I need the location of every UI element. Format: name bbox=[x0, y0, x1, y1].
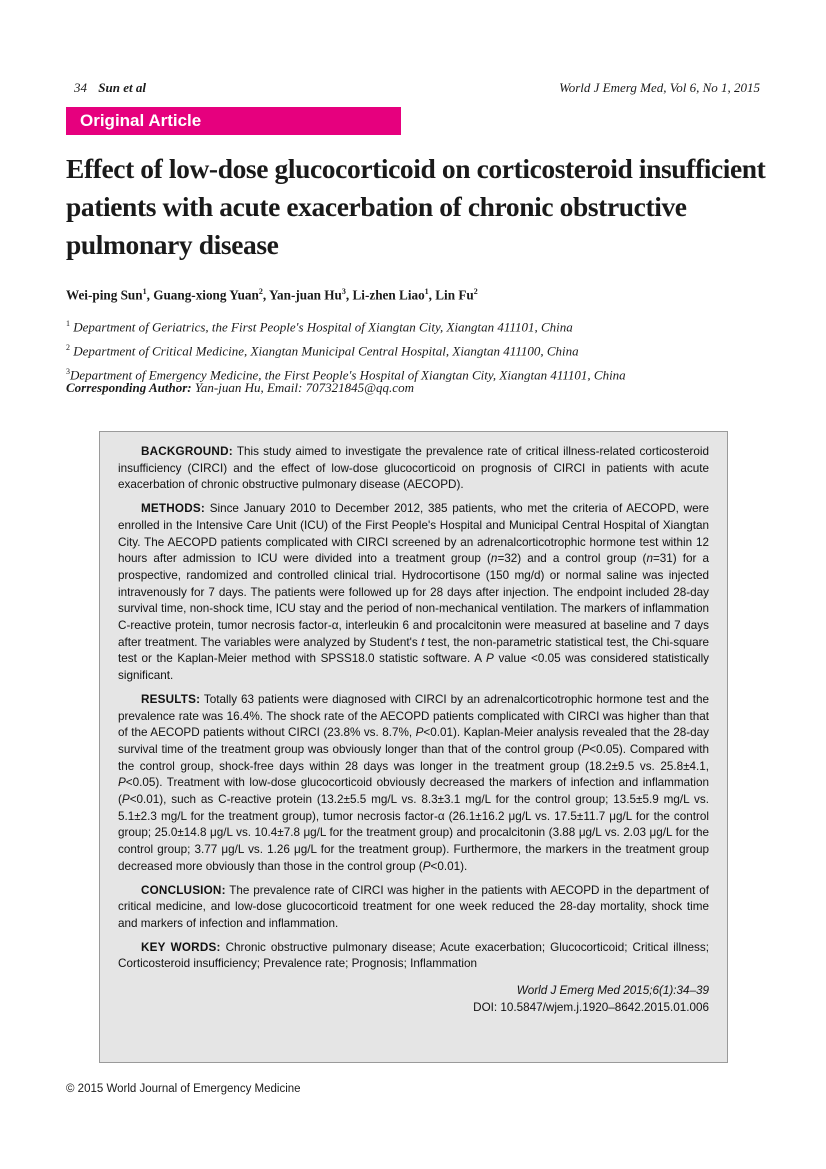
section-heading: KEY WORDS: bbox=[141, 940, 221, 954]
author-name: Li-zhen Liao bbox=[352, 287, 425, 303]
copyright-footer: © 2015 World Journal of Emergency Medicine bbox=[66, 1083, 301, 1095]
article-type-banner: Original Article bbox=[66, 107, 401, 135]
author-separator: , bbox=[262, 287, 269, 303]
italic-symbol: P bbox=[581, 742, 590, 756]
author-name: Guang-xiong Yuan bbox=[153, 287, 259, 303]
author-affiliation-number: 1 bbox=[142, 287, 147, 296]
section-text: <0.05). Compared with the control group, shock-free days within 28 days was longer in the treatment group (18.2±9.5 vs. 25.8±4.1, bbox=[118, 742, 710, 773]
running-head bbox=[74, 80, 760, 98]
section-text: =32) and a control group ( bbox=[497, 552, 647, 566]
author-separator: , bbox=[428, 287, 436, 303]
affiliation bbox=[66, 314, 766, 338]
section-text: =31) for a prospective, randomized and controlled clinical trial. Hydrocortisone (150 mg/d) or normal saline was injected intravenously for 7 days. The patients were followed up for 28 days after injection. The endpoint included 28-day survival time, non-shock time, ICU stay and the period of non-mechanical ventilation. The markers of inflammation C-reactive protein, tumor necrosis factor-α, interleukin 6 and procalcitonin were measured at baseline and 7 days after treatment. The variables were analyzed by Student's bbox=[118, 552, 709, 649]
section-text: The prevalence rate of CIRCI was higher in the patients with AECOPD in the department of critical medicine, and low-dose glucocorticoid treatment for one week reduced the 28-day mortality, shock time and markers of infection and inflammation. bbox=[118, 883, 709, 930]
affiliation-text: Department of Critical Medicine, Xiangtan Municipal Central Hospital, Xiangtan 411100, China bbox=[70, 343, 579, 359]
author-affiliation-number: 1 bbox=[424, 287, 429, 296]
affiliation-number: 2 bbox=[66, 342, 70, 352]
author-affiliation-number: 3 bbox=[341, 287, 346, 296]
italic-symbol: P bbox=[422, 859, 431, 873]
author-name: Yan-juan Hu bbox=[268, 287, 342, 303]
section-text: Totally 63 patients were diagnosed with CIRCI by an adrenalcorticotrophic hormone test and the prevalence rate was 16.4%. The shock rate of the AECOPD patients complicated with CIRCI was higher than that of the AECOPD patients without CIRCI (23.8% vs. 8.7%, bbox=[118, 692, 709, 740]
section-text: <0.05). Treatment with low-dose glucocorticoid obviously decreased the markers of infection and inflammation ( bbox=[118, 776, 709, 807]
abstract-keywords bbox=[118, 940, 709, 973]
affiliation-text: Department of Geriatrics, the First People's Hospital of Xiangtan City, Xiangtan 411101, China bbox=[70, 319, 573, 335]
running-head-journal: World J Emerg Med, Vol 6, No 1, 2015 bbox=[559, 80, 760, 95]
doi: DOI: 10.5847/wjem.j.1920–8642.2015.01.006 bbox=[473, 1000, 709, 1014]
affiliation-number: 3 bbox=[66, 366, 70, 376]
corresponding-author-text: Yan-juan Hu, Email: 707321845@qq.com bbox=[191, 380, 414, 395]
author-affiliation-number: 2 bbox=[258, 287, 263, 296]
abstract-conclusion bbox=[118, 883, 709, 933]
section-text: <0.01). bbox=[430, 859, 468, 873]
italic-symbol: t bbox=[421, 635, 425, 649]
italic-symbol: n bbox=[646, 552, 653, 566]
section-heading: CONCLUSION: bbox=[141, 883, 226, 897]
author-list bbox=[66, 287, 766, 303]
italic-symbol: P bbox=[486, 652, 494, 666]
author-separator: , bbox=[146, 287, 154, 303]
page-number: 34 bbox=[74, 80, 87, 95]
section-text: test, the non-parametric statistical test, the Chi-square test or the Kaplan-Meier method with SPSS18.0 statistic software. A bbox=[118, 635, 709, 666]
italic-symbol: P bbox=[121, 793, 130, 807]
section-heading: BACKGROUND: bbox=[141, 445, 233, 458]
italic-symbol: P bbox=[415, 726, 424, 740]
abstract-background bbox=[118, 444, 709, 494]
affiliation-text: Department of Emergency Medicine, the First People's Hospital of Xiangtan City, Xiangtan 411101, China bbox=[70, 366, 626, 382]
author-affiliation-number: 2 bbox=[473, 287, 478, 296]
affiliation bbox=[66, 338, 766, 362]
running-head-authors: Sun et al bbox=[98, 80, 146, 95]
author-name: Lin Fu bbox=[435, 287, 474, 303]
section-text: <0.01). Kaplan-Meier analysis revealed that the 28-day survival time of the treatment group was obviously longer than that of the control group ( bbox=[118, 726, 709, 756]
section-heading: METHODS: bbox=[141, 502, 205, 516]
section-text: Chronic obstructive pulmonary disease; Acute exacerbation; Glucocorticoid; Critical illness; Corticosteroid insufficiency; Prevalence rate; Prognosis; Inflammation bbox=[118, 940, 709, 971]
author-name: Wei-ping Sun bbox=[66, 287, 143, 303]
italic-symbol: n bbox=[490, 552, 498, 566]
abstract-methods bbox=[118, 501, 709, 685]
corresponding-author-label: Corresponding Author: bbox=[66, 380, 192, 395]
affiliation-number: 1 bbox=[66, 319, 70, 328]
abstract-box bbox=[99, 431, 728, 1063]
section-text: value <0.05 was considered statistically significant. bbox=[118, 652, 710, 683]
abstract-results bbox=[118, 692, 709, 876]
section-text: This study aimed to investigate the prevalence rate of critical illness-related corticosteroid insufficiency (CIRCI) and the effect of low-dose glucocorticoid on prognosis of CIRCI in patients with acute exacerbation of chronic obstructive pulmonary disease (AECOPD). bbox=[118, 445, 709, 492]
corresponding-author bbox=[66, 380, 766, 396]
section-text: <0.01), such as C-reactive protein (13.2±5.5 mg/L vs. 8.3±3.1 mg/L for the control group; 13.5±5.9 mg/L vs. 5.1±2.3 mg/L for the treatment group), tumor necrosis factor-α (26.1±16.2 μg/L vs. 17.5±11.7 μg/L for the control group; 25.0±14.8 μg/L vs. 10.4±7.8 μg/L for the treatment group) and procalcitonin (3.88 μg/L vs. 2.03 μg/L for the control group; 3.77 μg/L vs. 1.26 μg/L for the treatment group). Furthermore, the markers in the treatment group decreased more obviously than those in the control group ( bbox=[118, 793, 709, 873]
journal-citation: World J Emerg Med 2015;6(1):34–39 bbox=[516, 984, 709, 998]
section-text: Since January 2010 to December 2012, 385 patients, who met the criteria of AECOPD, were enrolled in the Intensive Care Unit (ICU) of the First People's Hospital and Municipal Central Hospital of Xiangtan City. The AECOPD patients complicated with CIRCI screened by an adrenalcorticotrophic hormone test within 12 hours after admission to ICU were divided into a treatment group ( bbox=[118, 502, 709, 566]
italic-symbol: P bbox=[118, 776, 126, 790]
section-heading: RESULTS: bbox=[141, 692, 201, 706]
author-separator: , bbox=[345, 287, 353, 303]
affiliation-list bbox=[66, 314, 766, 385]
citation-block bbox=[118, 983, 709, 1016]
article-title: Effect of low-dose glucocorticoid on corticosteroid insufficient patients with acute exacerbation of chronic obstructive pulmonary disease bbox=[66, 153, 766, 260]
running-head-left bbox=[74, 80, 146, 96]
